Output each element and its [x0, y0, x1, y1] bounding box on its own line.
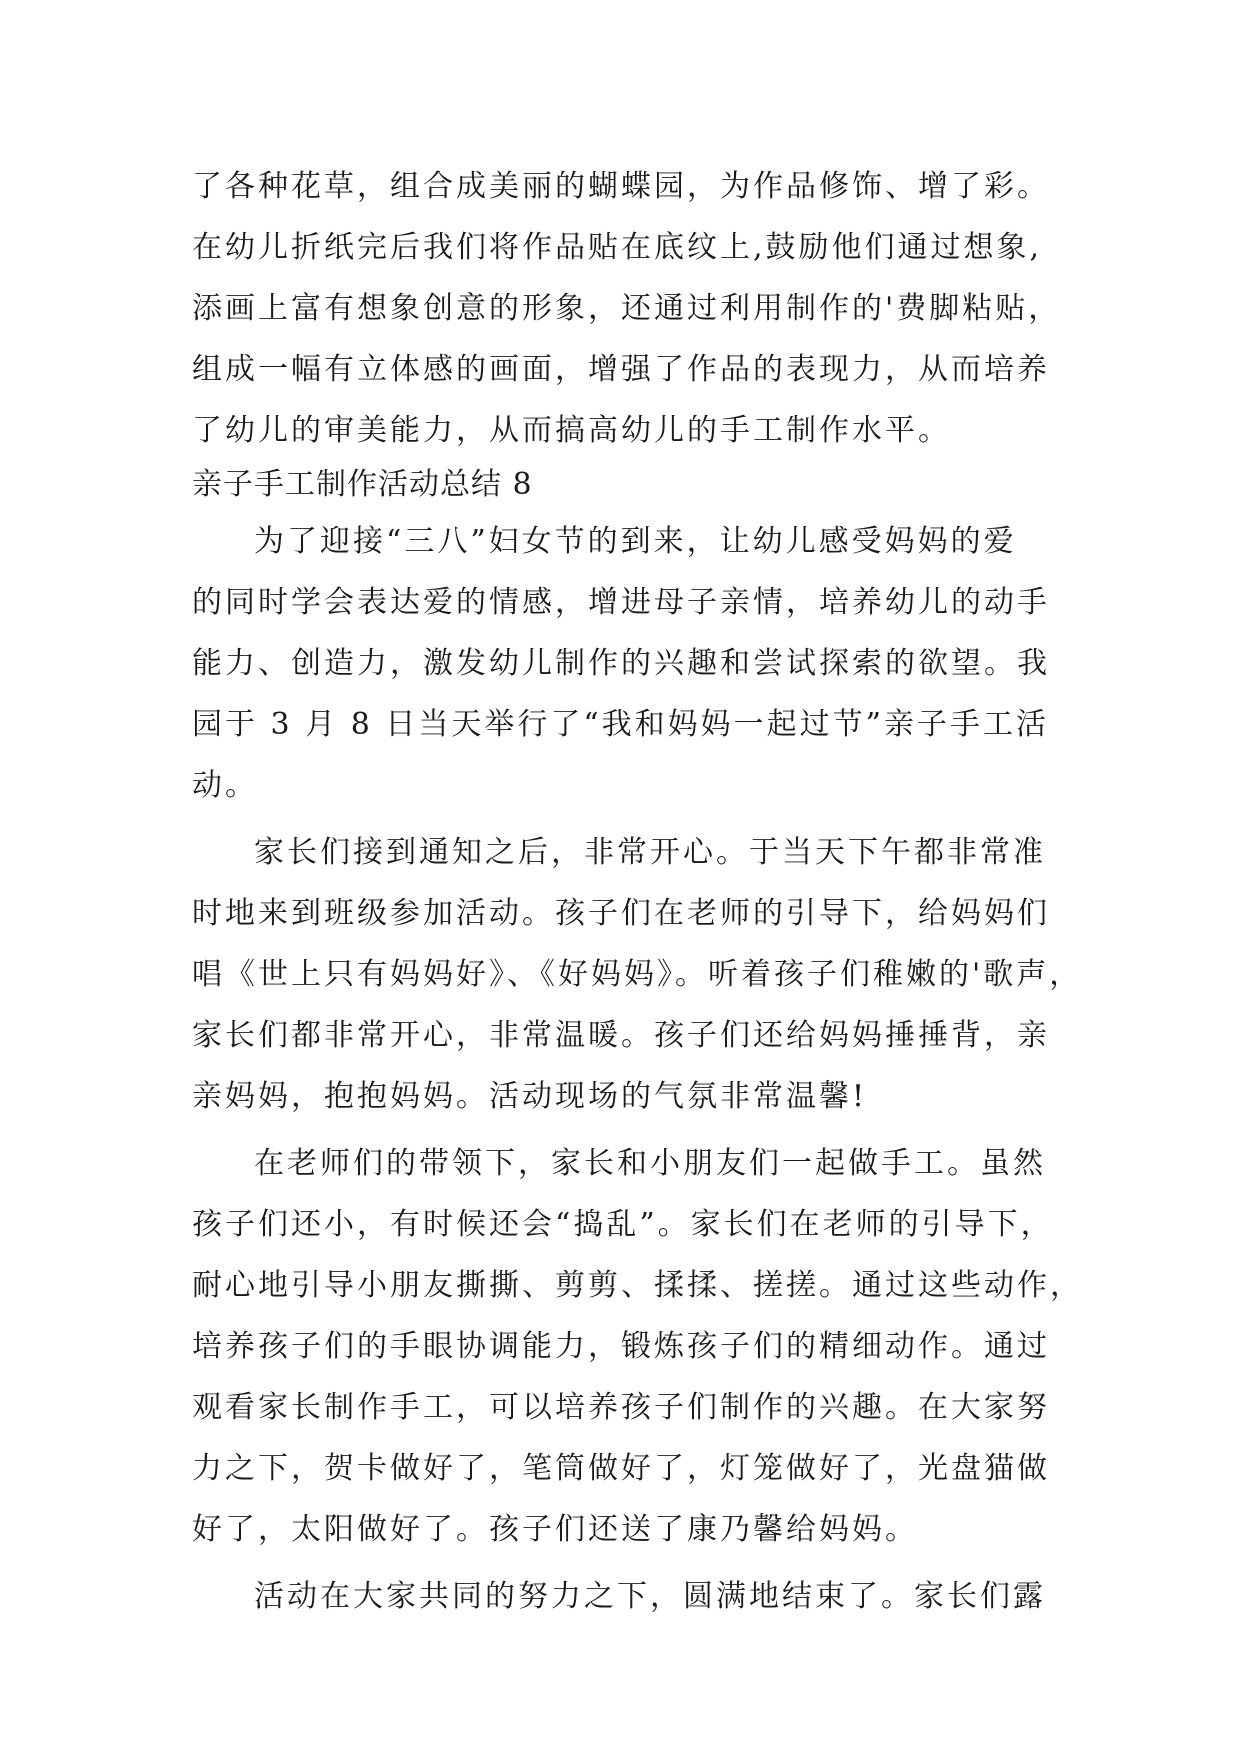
text-line: 能力、创造力，激发幼儿制作的兴趣和尝试探索的欲望。我: [192, 646, 1050, 681]
text-line: 观看家长制作手工，可以培养孩子们制作的兴趣。在大家努: [192, 1390, 1050, 1425]
text-line: 时地来到班级参加活动。孩子们在老师的引导下，给妈妈们: [192, 896, 1050, 931]
text-line: 活动在大家共同的努力之下，圆满地结束了。家长们露: [254, 1579, 1046, 1614]
text-line: 了幼儿的审美能力，从而搞高幼儿的手工制作水平。: [192, 413, 951, 448]
text-line: 动。: [192, 768, 258, 803]
text-line: 添画上富有想象创意的形象，还通过利用制作的'费脚粘贴，: [192, 291, 1062, 326]
text-line: 好了，太阳做好了。孩子们还送了康乃馨给妈妈。: [192, 1512, 918, 1547]
text-line: 亲妈妈，抱抱妈妈。活动现场的气氛非常温馨!: [192, 1079, 868, 1114]
text-line: 在老师们的带领下，家长和小朋友们一起做手工。虽然: [254, 1146, 1046, 1181]
text-line: 在幼儿折纸完后我们将作品贴在底纹上,鼓励他们通过想象,: [192, 230, 1043, 265]
text-line: 唱《世上只有妈妈好》、《好妈妈》。听着孩子们稚嫩的'歌声，: [192, 957, 1083, 992]
text-line: 园于 3 月 8 日当天举行了“我和妈妈一起过节”亲子手工活: [192, 707, 1049, 742]
text-line: 孩子们还小，有时候还会“捣乱”。家长们在老师的引导下，: [192, 1207, 1054, 1242]
text-line: 耐心地引导小朋友撕撕、剪剪、揉揉、搓搓。通过这些动作，: [192, 1268, 1083, 1303]
text-line: 组成一幅有立体感的画面，增强了作品的表现力，从而培养: [192, 352, 1050, 387]
section-title: 亲子手工制作活动总结 8: [192, 467, 533, 502]
text-line: 了各种花草，组合成美丽的蝴蝶园，为作品修饰、增了彩。: [192, 169, 1050, 204]
text-line: 为了迎接“三八”妇女节的到来，让幼儿感受妈妈的爱: [254, 524, 1017, 559]
text-line: 培养孩子们的手眼协调能力，锻炼孩子们的精细动作。通过: [192, 1329, 1050, 1364]
text-line: 力之下，贺卡做好了，笔筒做好了，灯笼做好了，光盘猫做: [192, 1451, 1050, 1486]
text-line: 的同时学会表达爱的情感，增进母子亲情，培养幼儿的动手: [192, 585, 1050, 620]
text-line: 家长们接到通知之后，非常开心。于当天下午都非常准: [254, 835, 1046, 870]
text-line: 家长们都非常开心，非常温暖。孩子们还给妈妈捶捶背，亲: [192, 1018, 1050, 1053]
